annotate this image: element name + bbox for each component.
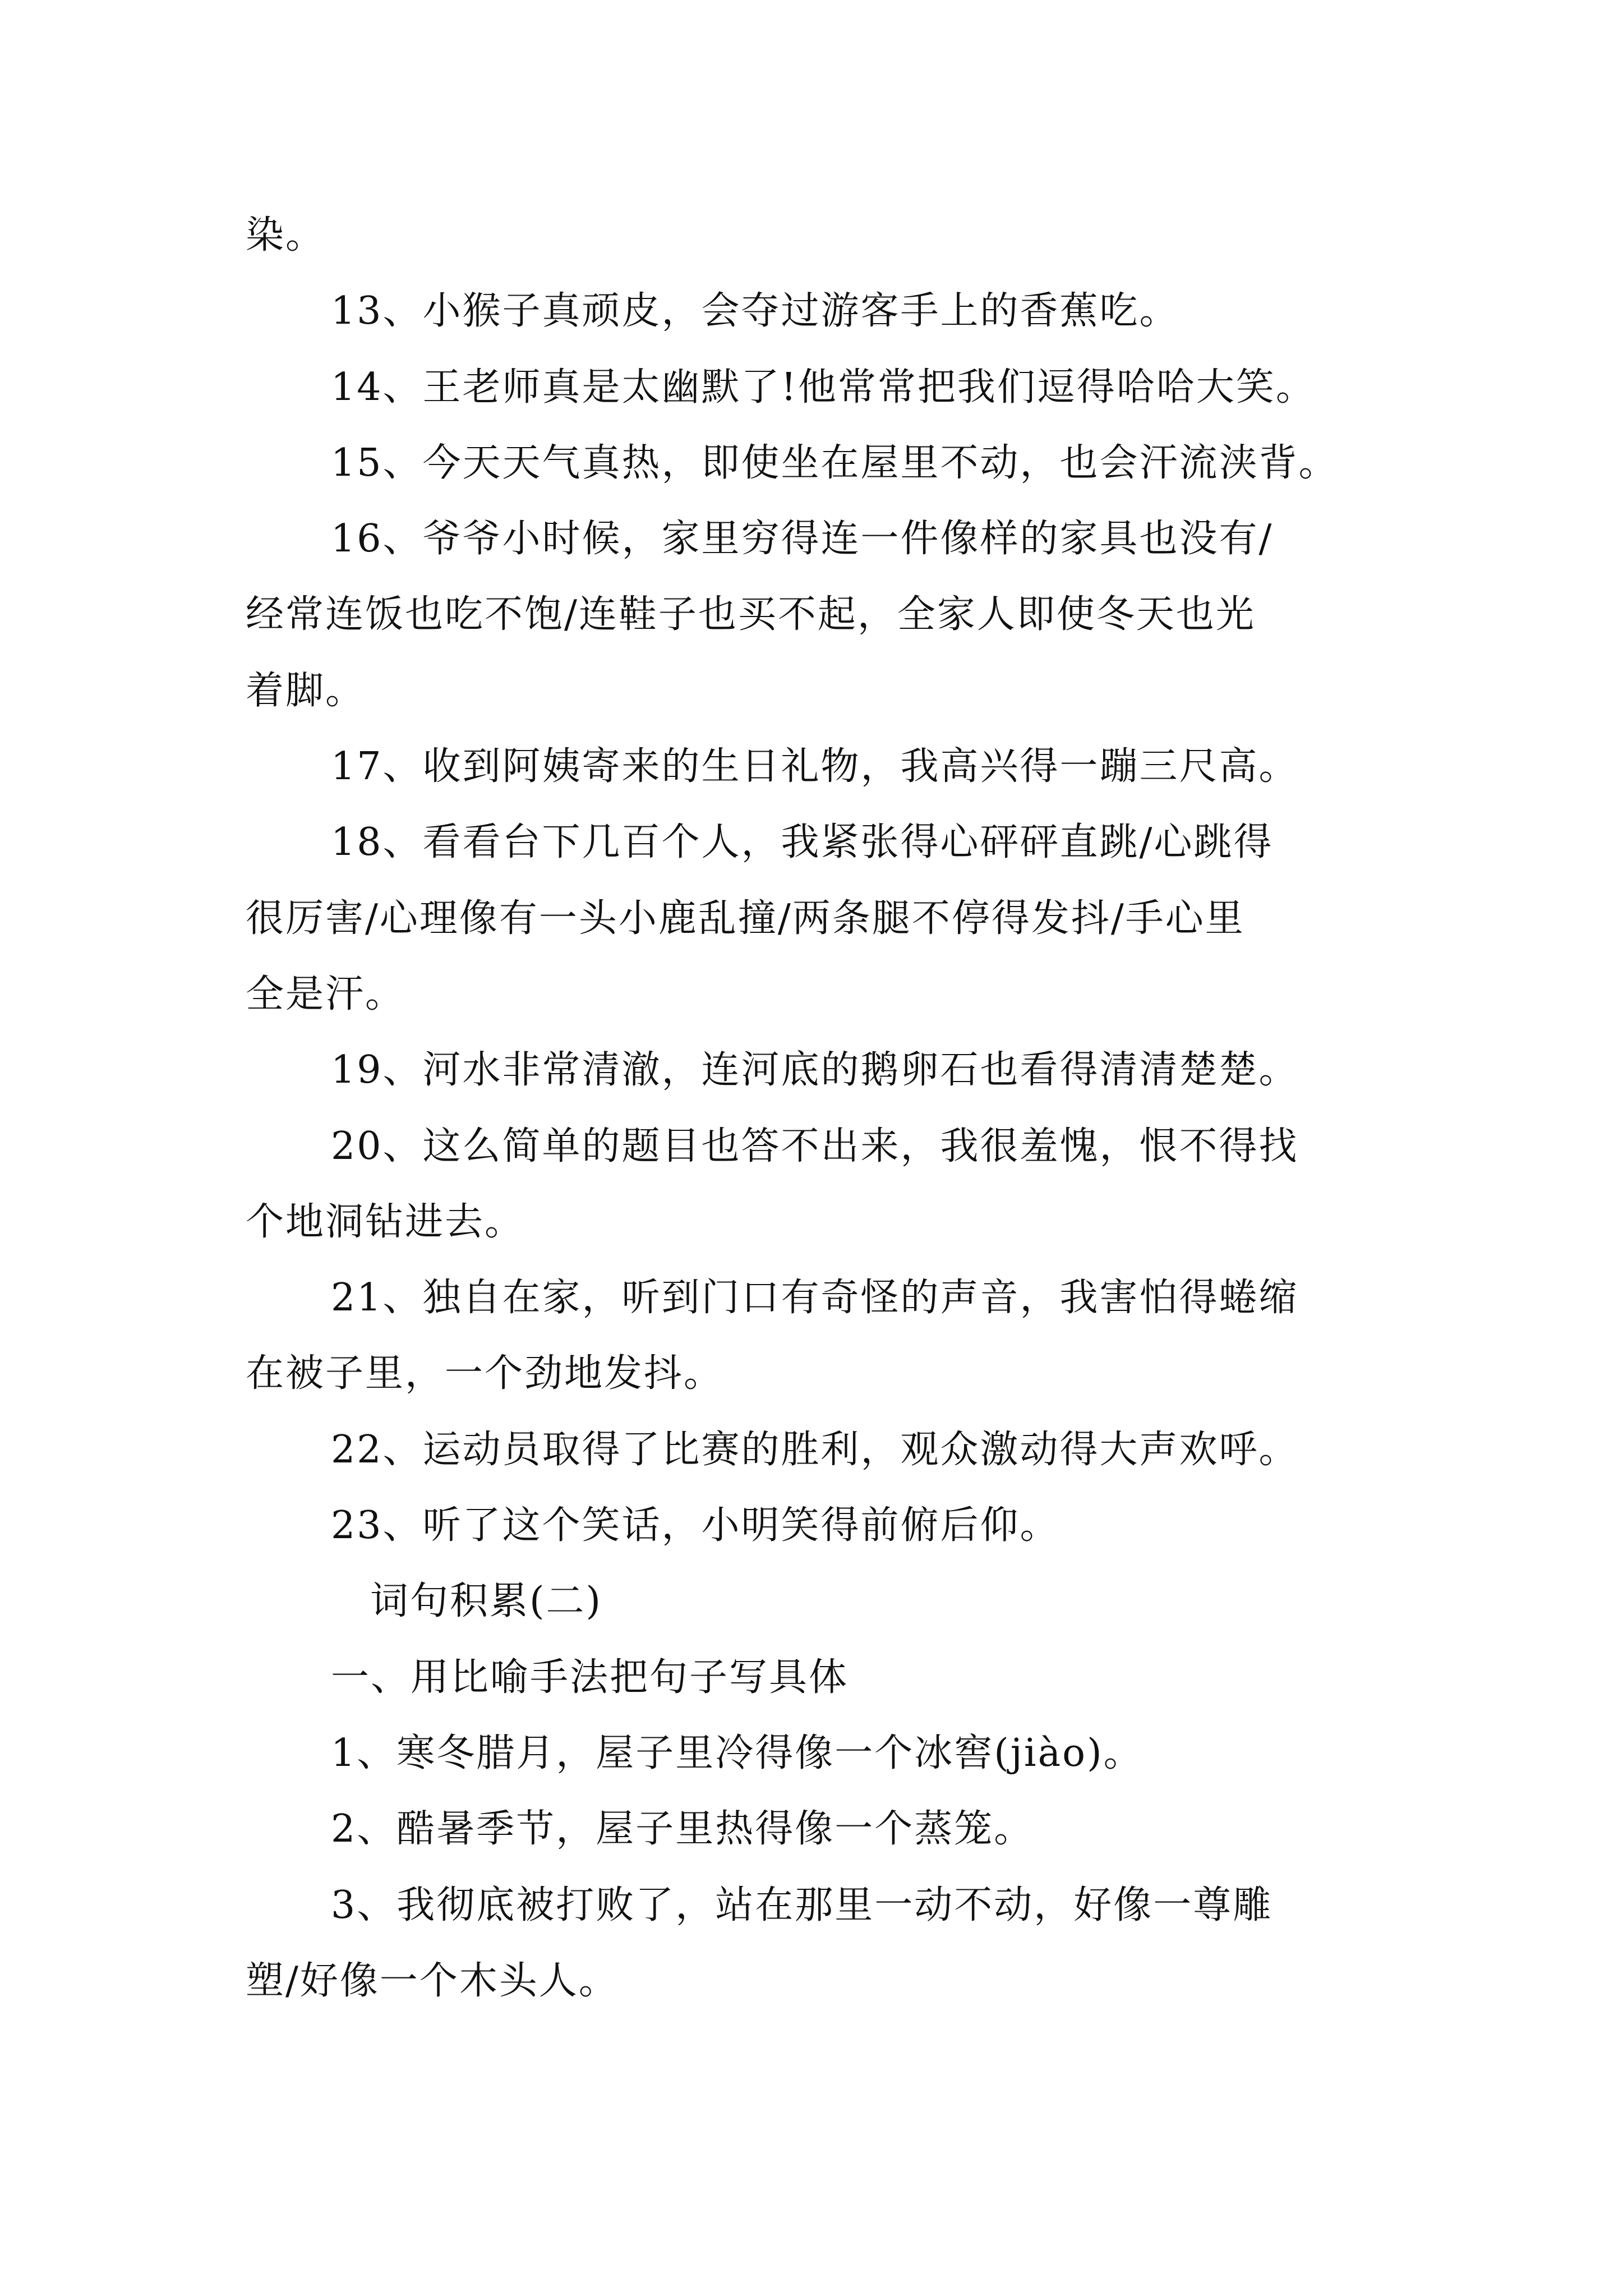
sentence-20-cont: 个地洞钻进去。 <box>246 1199 525 1244</box>
metaphor-1: 1、寒冬腊月，屋子里冷得像一个冰窖(jiào)。 <box>331 1731 1144 1775</box>
sentence-17: 17、收到阿姨寄来的生日礼物，我高兴得一蹦三尺高。 <box>331 744 1299 789</box>
subsection-heading: 一、用比喻手法把句子写具体 <box>331 1655 849 1700</box>
sentence-16-cont-1: 经常连饭也吃不饱/连鞋子也买不起，全家人即使冬天也光 <box>246 592 1256 637</box>
sentence-20: 20、这么简单的题目也答不出来，我很羞愧，恨不得找 <box>331 1124 1299 1168</box>
sentence-16-cont-2: 着脚。 <box>246 668 366 713</box>
sentence-18: 18、看看台下几百个人，我紧张得心砰砰直跳/心跳得 <box>331 820 1274 865</box>
sentence-16: 16、爷爷小时候，家里穷得连一件像样的家具也没有/ <box>331 517 1274 562</box>
section-heading: 词句积累(二) <box>370 1579 603 1624</box>
sentence-21: 21、独自在家，听到门口有奇怪的声音，我害怕得蜷缩 <box>331 1276 1299 1320</box>
sentence-14: 14、王老师真是太幽默了!他常常把我们逗得哈哈大笑。 <box>331 365 1316 409</box>
sentence-13: 13、小猴子真顽皮，会夺过游客手上的香蕉吃。 <box>331 289 1179 334</box>
sentence-22: 22、运动员取得了比赛的胜利，观众激动得大声欢呼。 <box>331 1427 1299 1472</box>
sentence-21-cont: 在被子里，一个劲地发抖。 <box>246 1351 724 1396</box>
sentence-23: 23、听了这个笑话，小明笑得前俯后仰。 <box>331 1503 1060 1548</box>
metaphor-2: 2、酷暑季节，屋子里热得像一个蒸笼。 <box>331 1807 1034 1852</box>
continuation-line: 染。 <box>246 213 326 257</box>
sentence-18-cont-1: 很厉害/心理像有一头小鹿乱撞/两条腿不停得发抖/手心里 <box>246 896 1245 941</box>
sentence-19: 19、河水非常清澈，连河底的鹅卵石也看得清清楚楚。 <box>331 1048 1299 1093</box>
metaphor-3: 3、我彻底被打败了，站在那里一动不动，好像一尊雕 <box>331 1883 1273 1927</box>
sentence-15: 15、今天天气真热，即使坐在屋里不动，也会汗流浃背。 <box>331 440 1339 485</box>
metaphor-3-cont: 塑/好像一个木头人。 <box>246 1958 619 2003</box>
document-body <box>246 197 1418 2019</box>
sentence-18-cont-2: 全是汗。 <box>246 972 405 1016</box>
